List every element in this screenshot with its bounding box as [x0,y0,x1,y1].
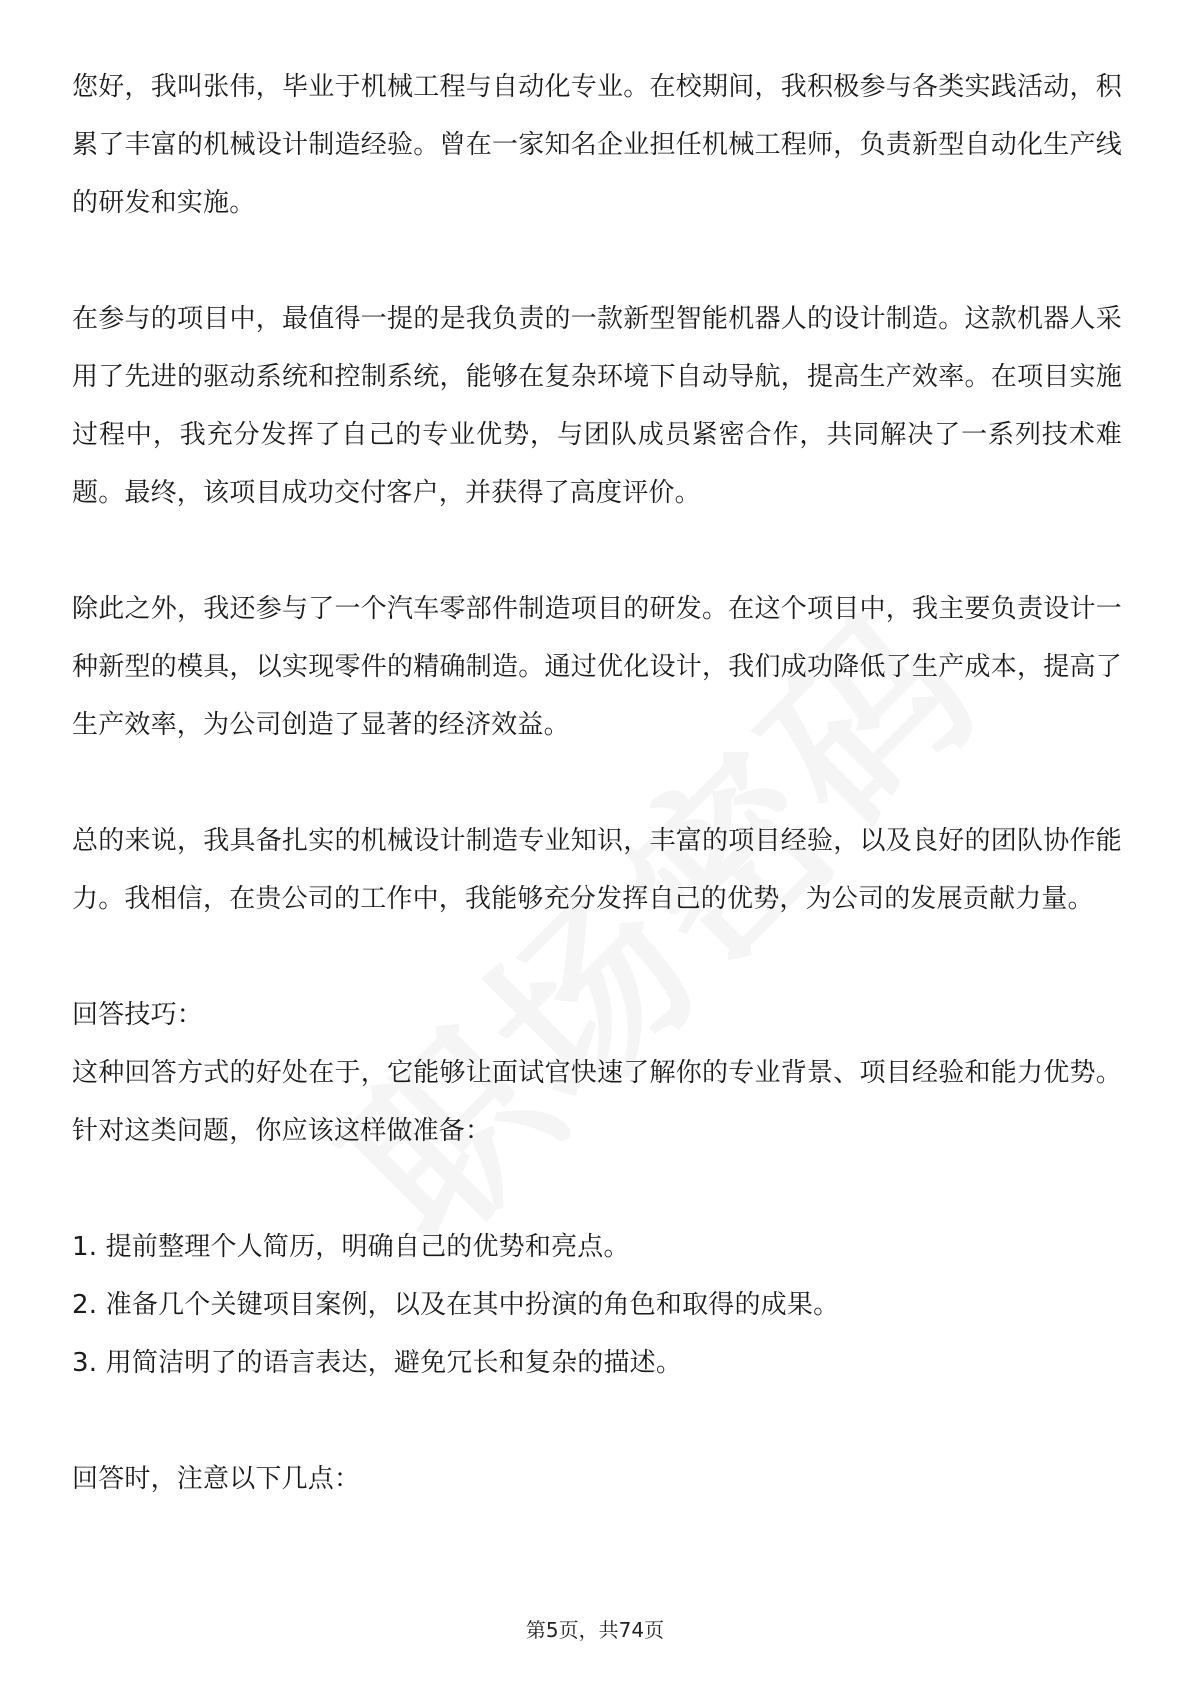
document-body [72,58,1122,1508]
paragraph-intro: 您好，我叫张伟，毕业于机械工程与自动化专业。在校期间，我积极参与各类实践活动，积累了丰富的机械设计制造经验。曾在一家知名企业担任机械工程师，负责新型自动化生产线的研发和实施。 [72,72,1122,218]
page-footer: 第5页，共74页 [525,1618,665,1642]
tips-intro: 这种回答方式的好处在于，它能够让面试官快速了解你的专业背景、项目经验和能力优势。针对这类问题，你应该这样做准备： [72,1058,1122,1146]
tips-closing: 回答时，注意以下几点： [72,1464,361,1494]
tips-heading: 回答技巧： [72,1000,204,1030]
tips-item-1: 1. 提前整理个人简历，明确自己的优势和亮点。 [72,1232,630,1262]
paragraph-summary: 总的来说，我具备扎实的机械设计制造专业知识，丰富的项目经验，以及良好的团队协作能力。我相信，在贵公司的工作中，我能够充分发挥自己的优势，为公司的发展贡献力量。 [72,826,1122,914]
tips-item-2: 2. 准备几个关键项目案例，以及在其中扮演的角色和取得的成果。 [72,1290,840,1320]
paragraph-robot-project: 在参与的项目中，最值得一提的是我负责的一款新型智能机器人的设计制造。这款机器人采用了先进的驱动系统和控制系统，能够在复杂环境下自动导航，提高生产效率。在项目实施过程中，我充分发挥了自己的专业优势，与团队成员紧密合作，共同解决了一系列技术难题。最终，该项目成功交付客户，并获得了高度评价。 [72,304,1122,508]
paragraph-auto-parts-project: 除此之外，我还参与了一个汽车零部件制造项目的研发。在这个项目中，我主要负责设计一种新型的模具，以实现零件的精确制造。通过优化设计，我们成功降低了生产成本，提高了生产效率，为公司创造了显著的经济效益。 [72,594,1122,740]
tips-item-3: 3. 用简洁明了的语言表达，避免冗长和复杂的描述。 [72,1348,683,1378]
